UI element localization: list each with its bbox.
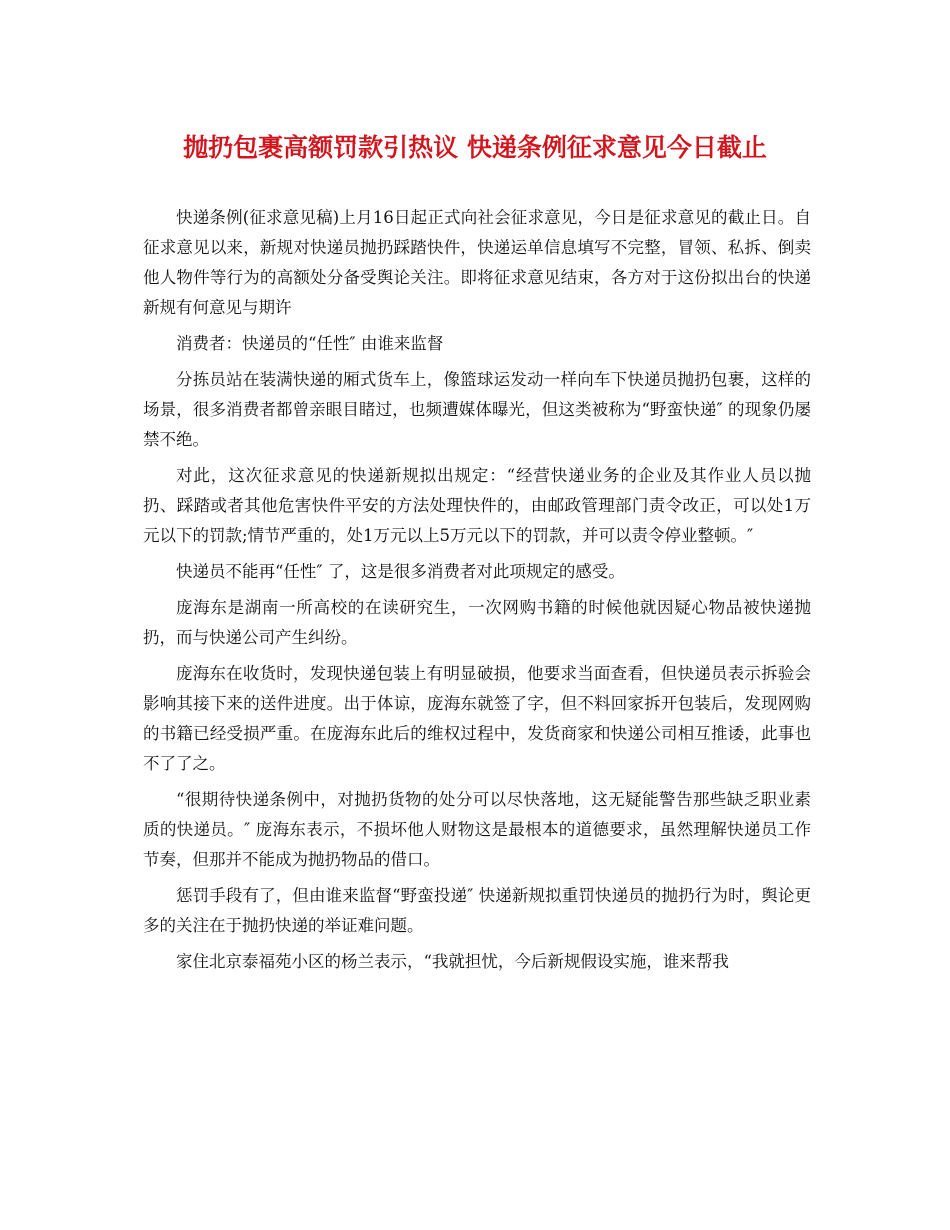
document-body xyxy=(143,203,811,977)
paragraph: 庞海东是湖南一所高校的在读研究生，一次网购书籍的时候他就因疑心物品被快递抛扔，而与快递公司产生纠纷。 xyxy=(143,598,811,647)
paragraph: “很期待快递条例中，对抛扔货物的处分可以尽快落地，这无疑能警告那些缺乏职业素质的快递员。″ 庞海东表示，不损坏他人财物这是最根本的道德要求，虽然理解快递员工作节奏，但那并不能成为抛扔物品的借口。 xyxy=(143,790,811,869)
paragraph: 快递员不能再“任性″ 了，这是很多消费者对此项规定的感受。 xyxy=(176,562,625,581)
paragraph: 家住北京泰福苑小区的杨兰表示，“我就担忧，今后新规假设实施，谁来帮我 xyxy=(176,952,729,971)
paragraph: 对此，这次征求意见的快递新规拟出规定：“经营快递业务的企业及其作业人员以抛扔、踩踏或者其他危害快件平安的方法处理快件的，由邮政管理部门责令改正，可以处1万元以下的罚款;情节严重的，处1万元以上5万元以下的罚款，并可以责令停业整顿。″ xyxy=(143,466,811,545)
paragraph: 庞海东在收货时，发现快递包装上有明显破损，他要求当面查看，但快递员表示拆验会影响其接下来的送件进度。出于体谅，庞海东就签了字，但不料回家拆开包装后，发现网购的书籍已经受损严重。在庞海东此后的维权过程中，发货商家和快递公司相互推诿，此事也不了了之。 xyxy=(143,664,811,773)
document-title: 抛扔包裹高额罚款引热议 快递条例征求意见今日截止 xyxy=(183,133,767,162)
paragraph: 惩罚手段有了，但由谁来监督“野蛮投递″ 快递新规拟重罚快递员的抛扔行为时，舆论更多的关注在于抛扔快递的举证难问题。 xyxy=(143,886,811,935)
paragraph: 快递条例(征求意见稿)上月16日起正式向社会征求意见，今日是征求意见的截止日。自征求意见以来，新规对快递员抛扔踩踏快件，快递运单信息填写不完整，冒领、私拆、倒卖他人物件等行为的高额处分备受舆论关注。即将征求意见结束，各方对于这份拟出台的快递新规有何意见与期许 xyxy=(143,208,811,317)
paragraph: 分拣员站在装满快递的厢式货车上，像篮球运发动一样向车下快递员抛扔包裹，这样的场景，很多消费者都曾亲眼目睹过，也频遭媒体曝光，但这类被称为“野蛮快递″ 的现象仍屡禁不绝。 xyxy=(143,370,811,449)
paragraph: 消费者：快递员的“任性″ 由谁来监督 xyxy=(176,334,444,353)
